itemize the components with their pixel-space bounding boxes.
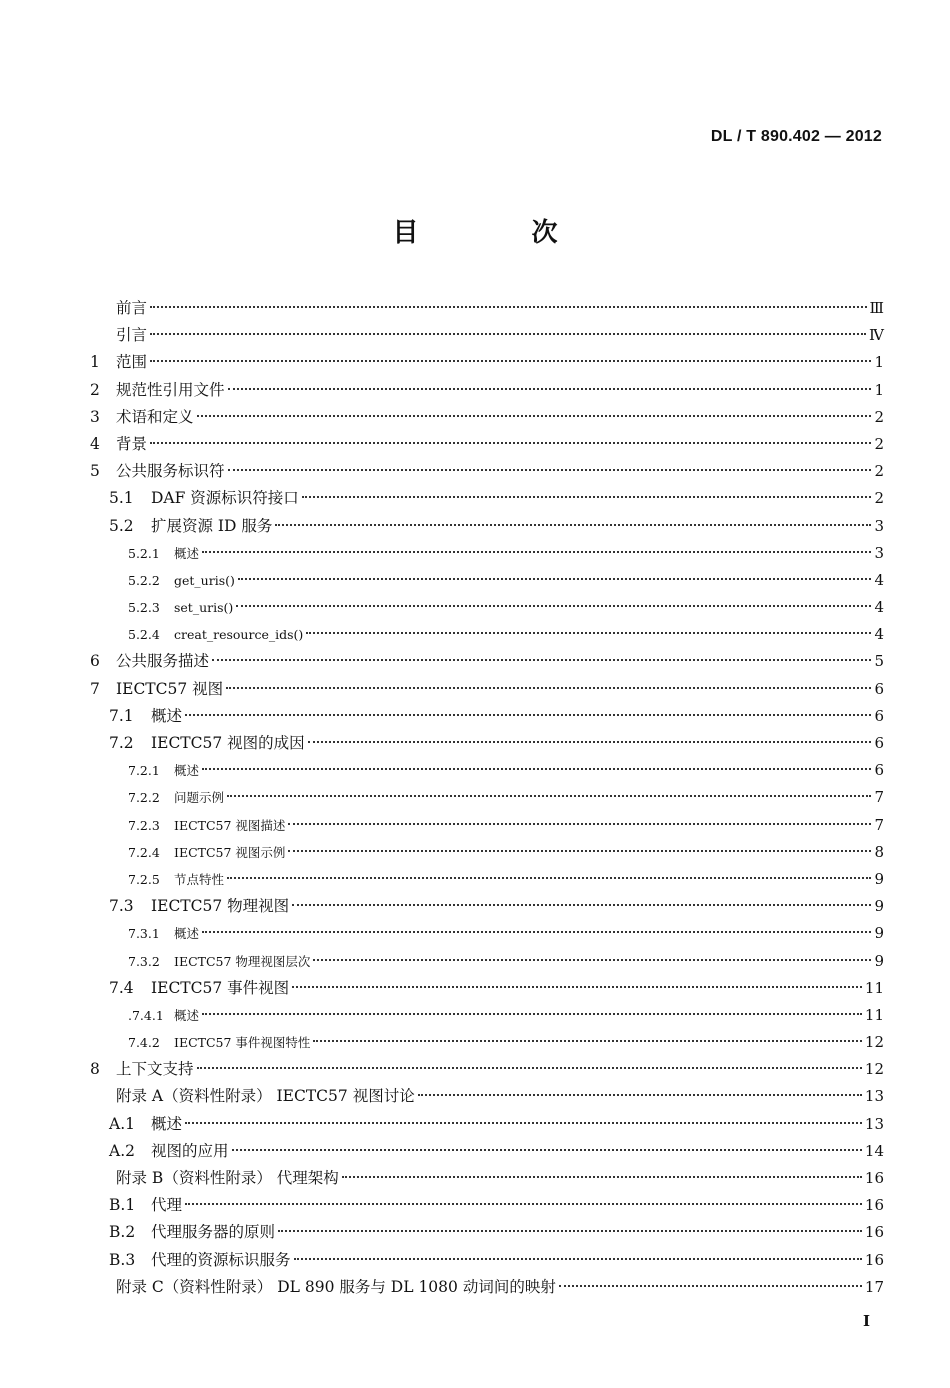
toc-entry-label: 概述 (174, 1007, 200, 1023)
toc-entry-page: 14 (864, 1141, 884, 1160)
toc-entry-number: A.1 (109, 1114, 135, 1133)
toc-entry-page: 11 (864, 978, 884, 997)
toc-entry-page: 9 (874, 897, 884, 916)
toc-leader-dots (150, 442, 871, 444)
toc-leader-dots (342, 1176, 862, 1178)
toc-entry-label: 视图的应用 (151, 1141, 229, 1160)
toc-entry-label: IECTC57 事件视图 (151, 978, 290, 997)
toc-entry-page: 3 (874, 516, 884, 535)
toc-entry-label: IECTC57 物理视图 (151, 897, 290, 916)
toc-entry-number: 5.2.1 (128, 545, 160, 561)
toc-entry[interactable] (90, 594, 884, 621)
toc-entry[interactable] (90, 295, 884, 322)
toc-entry-label: 代理 (151, 1196, 183, 1215)
toc-entry-label: IECTC57 视图描述 (174, 817, 286, 833)
toc-entry-page: 7 (874, 788, 884, 807)
toc-entry-label: 附录 B（资料性附录） 代理架构 (116, 1169, 339, 1187)
toc-entry-label: DAF 资源标识符接口 (151, 489, 299, 508)
toc-entry-page: 9 (874, 924, 884, 943)
toc-entry-page: 9 (874, 951, 884, 970)
toc-entry-label: 范围 (116, 353, 148, 372)
toc-entry-page: 2 (874, 434, 884, 453)
toc-entry-number: 7.4 (109, 978, 134, 997)
toc-entry-number: 6 (90, 652, 100, 671)
toc-leader-dots (185, 1122, 862, 1124)
toc-entry-number: 7.2.3 (128, 817, 160, 833)
toc-leader-dots (292, 986, 862, 988)
toc-leader-dots (288, 850, 871, 852)
toc-leader-dots (197, 415, 872, 417)
toc-entry-page: 2 (874, 489, 884, 508)
toc-entry-page: 2 (874, 462, 884, 481)
toc-leader-dots (202, 768, 871, 770)
toc-leader-dots (275, 524, 871, 526)
toc-leader-dots (313, 959, 871, 961)
toc-leader-dots (197, 1067, 862, 1069)
toc-entry-page: Ⅳ (869, 326, 884, 345)
toc-entry-page: 1 (874, 353, 884, 372)
toc-entry-label: 扩展资源 ID 服务 (151, 516, 273, 535)
toc-leader-dots (288, 823, 871, 825)
toc-entry-page: 4 (874, 570, 884, 589)
toc-leader-dots (226, 687, 871, 689)
toc-entry[interactable] (90, 377, 884, 404)
toc-entry[interactable] (90, 1274, 884, 1301)
toc-entry[interactable] (90, 866, 884, 893)
toc-entry-label: 公共服务标识符 (116, 462, 225, 481)
toc-entry[interactable] (90, 1083, 884, 1110)
toc-entry-label: 概述 (151, 1114, 183, 1133)
toc-entry-page: 12 (864, 1060, 884, 1079)
toc-entry-page: 6 (874, 761, 884, 780)
toc-entry-page: 2 (874, 407, 884, 426)
toc-entry-number: 3 (90, 407, 100, 426)
toc-entry-label: 概述 (174, 545, 200, 561)
toc-leader-dots (202, 931, 871, 933)
toc-entry[interactable] (90, 1247, 884, 1274)
toc-leader-dots (150, 360, 871, 362)
toc-entry-number: A.2 (109, 1141, 135, 1160)
toc-entry-page: 16 (864, 1196, 884, 1215)
toc-entry-page: 12 (864, 1033, 884, 1052)
toc-entry-number: .7.4.1 (128, 1007, 164, 1023)
toc-entry[interactable] (90, 948, 884, 975)
toc-entry-label: 概述 (174, 926, 200, 942)
toc-entry[interactable] (90, 1002, 884, 1029)
toc-leader-dots (150, 306, 867, 308)
toc-entry-number: 7.1 (109, 706, 134, 725)
toc-entry-label: 上下文支持 (116, 1060, 194, 1079)
toc-entry[interactable] (90, 676, 884, 703)
toc-leader-dots (202, 551, 871, 553)
toc-entry-label: 问题示例 (174, 790, 225, 806)
toc-leader-dots (308, 741, 872, 743)
toc-entry-number: B.2 (109, 1223, 136, 1242)
toc-leader-dots (236, 605, 871, 607)
toc-entry[interactable] (90, 1111, 884, 1138)
toc-entry-page: 17 (864, 1277, 884, 1296)
toc-entry[interactable] (90, 458, 884, 485)
toc-entry[interactable] (90, 431, 884, 458)
document-code: DL / T 890.402 — 2012 (710, 128, 882, 145)
toc-leader-dots (294, 1258, 862, 1260)
toc-entry-label: 术语和定义 (116, 407, 194, 426)
toc-leader-dots (302, 496, 872, 498)
toc-entry[interactable] (90, 349, 884, 376)
toc-entry-number: B.1 (109, 1196, 136, 1215)
toc-entry[interactable] (90, 540, 884, 567)
toc-entry[interactable] (90, 893, 884, 920)
toc-entry-label: 代理的资源标识服务 (151, 1250, 291, 1269)
toc-entry-number: 7.2.1 (128, 763, 160, 779)
table-of-contents (90, 295, 884, 1301)
toc-entry-label: creat_resource_ids() (174, 627, 304, 643)
toc-entry[interactable] (90, 1056, 884, 1083)
toc-entry[interactable] (90, 567, 884, 594)
toc-entry-label: IECTC57 视图 (116, 679, 224, 698)
toc-leader-dots (227, 877, 871, 879)
toc-entry-label: 概述 (151, 706, 183, 725)
toc-leader-dots (185, 1203, 862, 1205)
toc-entry[interactable] (90, 812, 884, 839)
toc-leader-dots (238, 578, 872, 580)
toc-entry-number: 4 (90, 434, 100, 453)
toc-entry-page: 6 (874, 679, 884, 698)
toc-entry-page: 16 (864, 1250, 884, 1269)
toc-entry-number: 7.2.5 (128, 871, 160, 887)
toc-entry-label: IECTC57 物理视图层次 (174, 953, 311, 969)
toc-entry[interactable] (90, 703, 884, 730)
toc-entry-page: 16 (864, 1169, 884, 1187)
toc-entry-label: get_uris() (174, 572, 235, 588)
toc-entry[interactable] (90, 322, 884, 349)
toc-leader-dots (418, 1094, 862, 1096)
toc-leader-dots (278, 1230, 862, 1232)
toc-entry-page: 1 (874, 380, 884, 399)
toc-entry-number: 7 (90, 679, 100, 698)
toc-entry[interactable] (90, 975, 884, 1002)
toc-leader-dots (559, 1285, 862, 1287)
toc-entry-page: 9 (874, 869, 884, 888)
toc-leader-dots (150, 333, 866, 335)
toc-entry-label: IECTC57 视图的成因 (151, 734, 305, 752)
toc-entry[interactable] (90, 1192, 884, 1219)
toc-leader-dots (185, 714, 871, 716)
toc-entry-label: 前言 (116, 299, 148, 317)
toc-entry-label: IECTC57 事件视图特性 (174, 1035, 311, 1051)
toc-entry-number: 5.2.2 (128, 572, 160, 588)
toc-leader-dots (306, 632, 871, 634)
toc-entry[interactable] (90, 920, 884, 947)
toc-entry-page: 4 (874, 625, 884, 644)
toc-entry-label: 引言 (116, 326, 148, 345)
toc-leader-dots (292, 904, 871, 906)
toc-entry-page: 3 (874, 543, 884, 562)
toc-entry[interactable] (90, 1219, 884, 1246)
toc-entry-label: 附录 C（资料性附录） DL 890 服务与 DL 1080 动词间的映射 (116, 1277, 556, 1296)
toc-entry-page: 16 (864, 1223, 884, 1242)
toc-entry-page: 5 (874, 652, 884, 671)
toc-entry[interactable] (90, 757, 884, 784)
toc-entry[interactable] (90, 1138, 884, 1165)
toc-entry[interactable] (90, 1029, 884, 1056)
toc-entry-page: 6 (874, 734, 884, 752)
toc-entry-page: 13 (864, 1087, 884, 1106)
toc-entry-number: 5 (90, 462, 100, 481)
toc-entry-page: 11 (864, 1005, 884, 1024)
toc-entry-page: 4 (874, 598, 884, 617)
toc-entry-number: 5.2.3 (128, 600, 160, 616)
toc-entry-number: 8 (90, 1060, 100, 1079)
toc-entry[interactable] (90, 513, 884, 540)
toc-entry-number: 7.3.2 (128, 953, 160, 969)
toc-entry[interactable] (90, 1165, 884, 1192)
toc-entry-number: 7.2.2 (128, 790, 160, 806)
toc-title: 目 次 (392, 218, 610, 248)
toc-entry-number: 7.2.4 (128, 844, 160, 860)
toc-entry-label: 附录 A（资料性附录） IECTC57 视图讨论 (116, 1087, 415, 1106)
toc-entry-page: 7 (874, 815, 884, 834)
toc-entry-label: 背景 (116, 434, 148, 453)
toc-entry-number: 2 (90, 380, 100, 399)
toc-entry[interactable] (90, 730, 884, 757)
toc-entry-number: 5.1 (109, 489, 134, 508)
toc-entry-label: 代理服务器的原则 (151, 1223, 276, 1242)
toc-entry-page: 8 (874, 842, 884, 861)
toc-entry-number: 7.3.1 (128, 926, 160, 942)
toc-entry-number: 7.4.2 (128, 1035, 160, 1051)
toc-leader-dots (227, 795, 871, 797)
toc-entry-number: 1 (90, 353, 100, 372)
toc-entry-label: 节点特性 (174, 871, 225, 887)
toc-entry-label: 公共服务描述 (116, 652, 210, 671)
toc-leader-dots (228, 388, 872, 390)
toc-entry-label: 规范性引用文件 (116, 380, 225, 399)
toc-leader-dots (228, 469, 872, 471)
toc-entry[interactable] (90, 648, 884, 675)
toc-entry-label: IECTC57 视图示例 (174, 844, 286, 860)
toc-entry[interactable] (90, 839, 884, 866)
toc-leader-dots (202, 1013, 862, 1015)
toc-leader-dots (313, 1040, 861, 1042)
toc-entry-page: 6 (874, 706, 884, 725)
toc-entry-number: 7.2 (109, 734, 134, 752)
toc-entry-label: 概述 (174, 763, 200, 779)
toc-entry[interactable] (90, 485, 884, 512)
toc-entry[interactable] (90, 621, 884, 648)
toc-entry[interactable] (90, 404, 884, 431)
toc-entry-number: 7.3 (109, 897, 134, 916)
toc-entry-number: 5.2.4 (128, 627, 160, 643)
toc-entry-label: set_uris() (174, 600, 234, 616)
toc-leader-dots (212, 659, 871, 661)
toc-entry-number: B.3 (109, 1250, 136, 1269)
toc-leader-dots (232, 1149, 862, 1151)
page-number: I (862, 1312, 870, 1330)
toc-entry-page: Ⅲ (869, 299, 884, 317)
toc-entry[interactable] (90, 784, 884, 811)
toc-entry-number: 5.2 (109, 516, 134, 535)
toc-entry-page: 13 (864, 1114, 884, 1133)
